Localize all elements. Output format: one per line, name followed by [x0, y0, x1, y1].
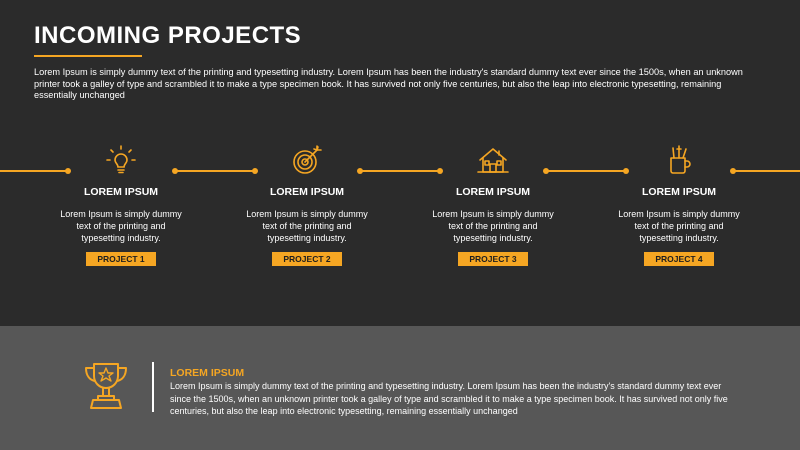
lightbulb-icon — [101, 140, 141, 180]
intro-text: Lorem Ipsum is simply dummy text of the printing and typesetting industry. Lorem Ipsum has been the industry's standard dummy text ever since the 1500s, when an unknown printer took a galley of type and scrambled it to make a type specimen book. It has survived not only five centuries, but also the leap into electronic typesetting, remaining essentially unchanged — [34, 67, 743, 100]
step-description: Lorem Ipsum is simply dummy text of the printing and typesetting industry. — [432, 209, 554, 243]
divider — [152, 362, 154, 412]
project-step-2 — [232, 150, 382, 267]
footer-text: Lorem Ipsum is simply dummy text of the printing and typesetting industry. Lorem Ipsum has been the industry's standard dummy text ever since the 1500s, when an unknown printer took a galley of type and scrambled it to make a type specimen book. It has survived not only five centuries, but also the leap into electronic typesetting, remaining essentially unchanged — [170, 381, 728, 416]
title-underline — [34, 55, 142, 57]
house-icon — [473, 140, 513, 180]
project-badge: PROJECT 4 — [644, 252, 714, 266]
project-step-1 — [46, 150, 196, 267]
project-badge: PROJECT 1 — [86, 252, 156, 266]
step-title: LOREM IPSUM — [641, 186, 717, 198]
project-step-4 — [604, 150, 754, 267]
step-description: Lorem Ipsum is simply dummy text of the printing and typesetting industry. — [246, 209, 368, 243]
project-badge: PROJECT 2 — [272, 252, 342, 266]
footer-title: LOREM IPSUM — [170, 367, 245, 379]
step-description: Lorem Ipsum is simply dummy text of the printing and typesetting industry. — [618, 209, 740, 243]
step-title: LOREM IPSUM — [269, 186, 345, 198]
step-description: Lorem Ipsum is simply dummy text of the printing and typesetting industry. — [60, 209, 182, 243]
target-icon — [287, 140, 327, 180]
step-title: LOREM IPSUM — [83, 186, 159, 198]
trophy-icon — [78, 360, 134, 416]
project-badge: PROJECT 3 — [458, 252, 528, 266]
project-step-3 — [418, 150, 568, 267]
step-title: LOREM IPSUM — [455, 186, 531, 198]
page-title: INCOMING PROJECTS — [34, 22, 302, 49]
pencil-cup-icon — [659, 140, 699, 180]
